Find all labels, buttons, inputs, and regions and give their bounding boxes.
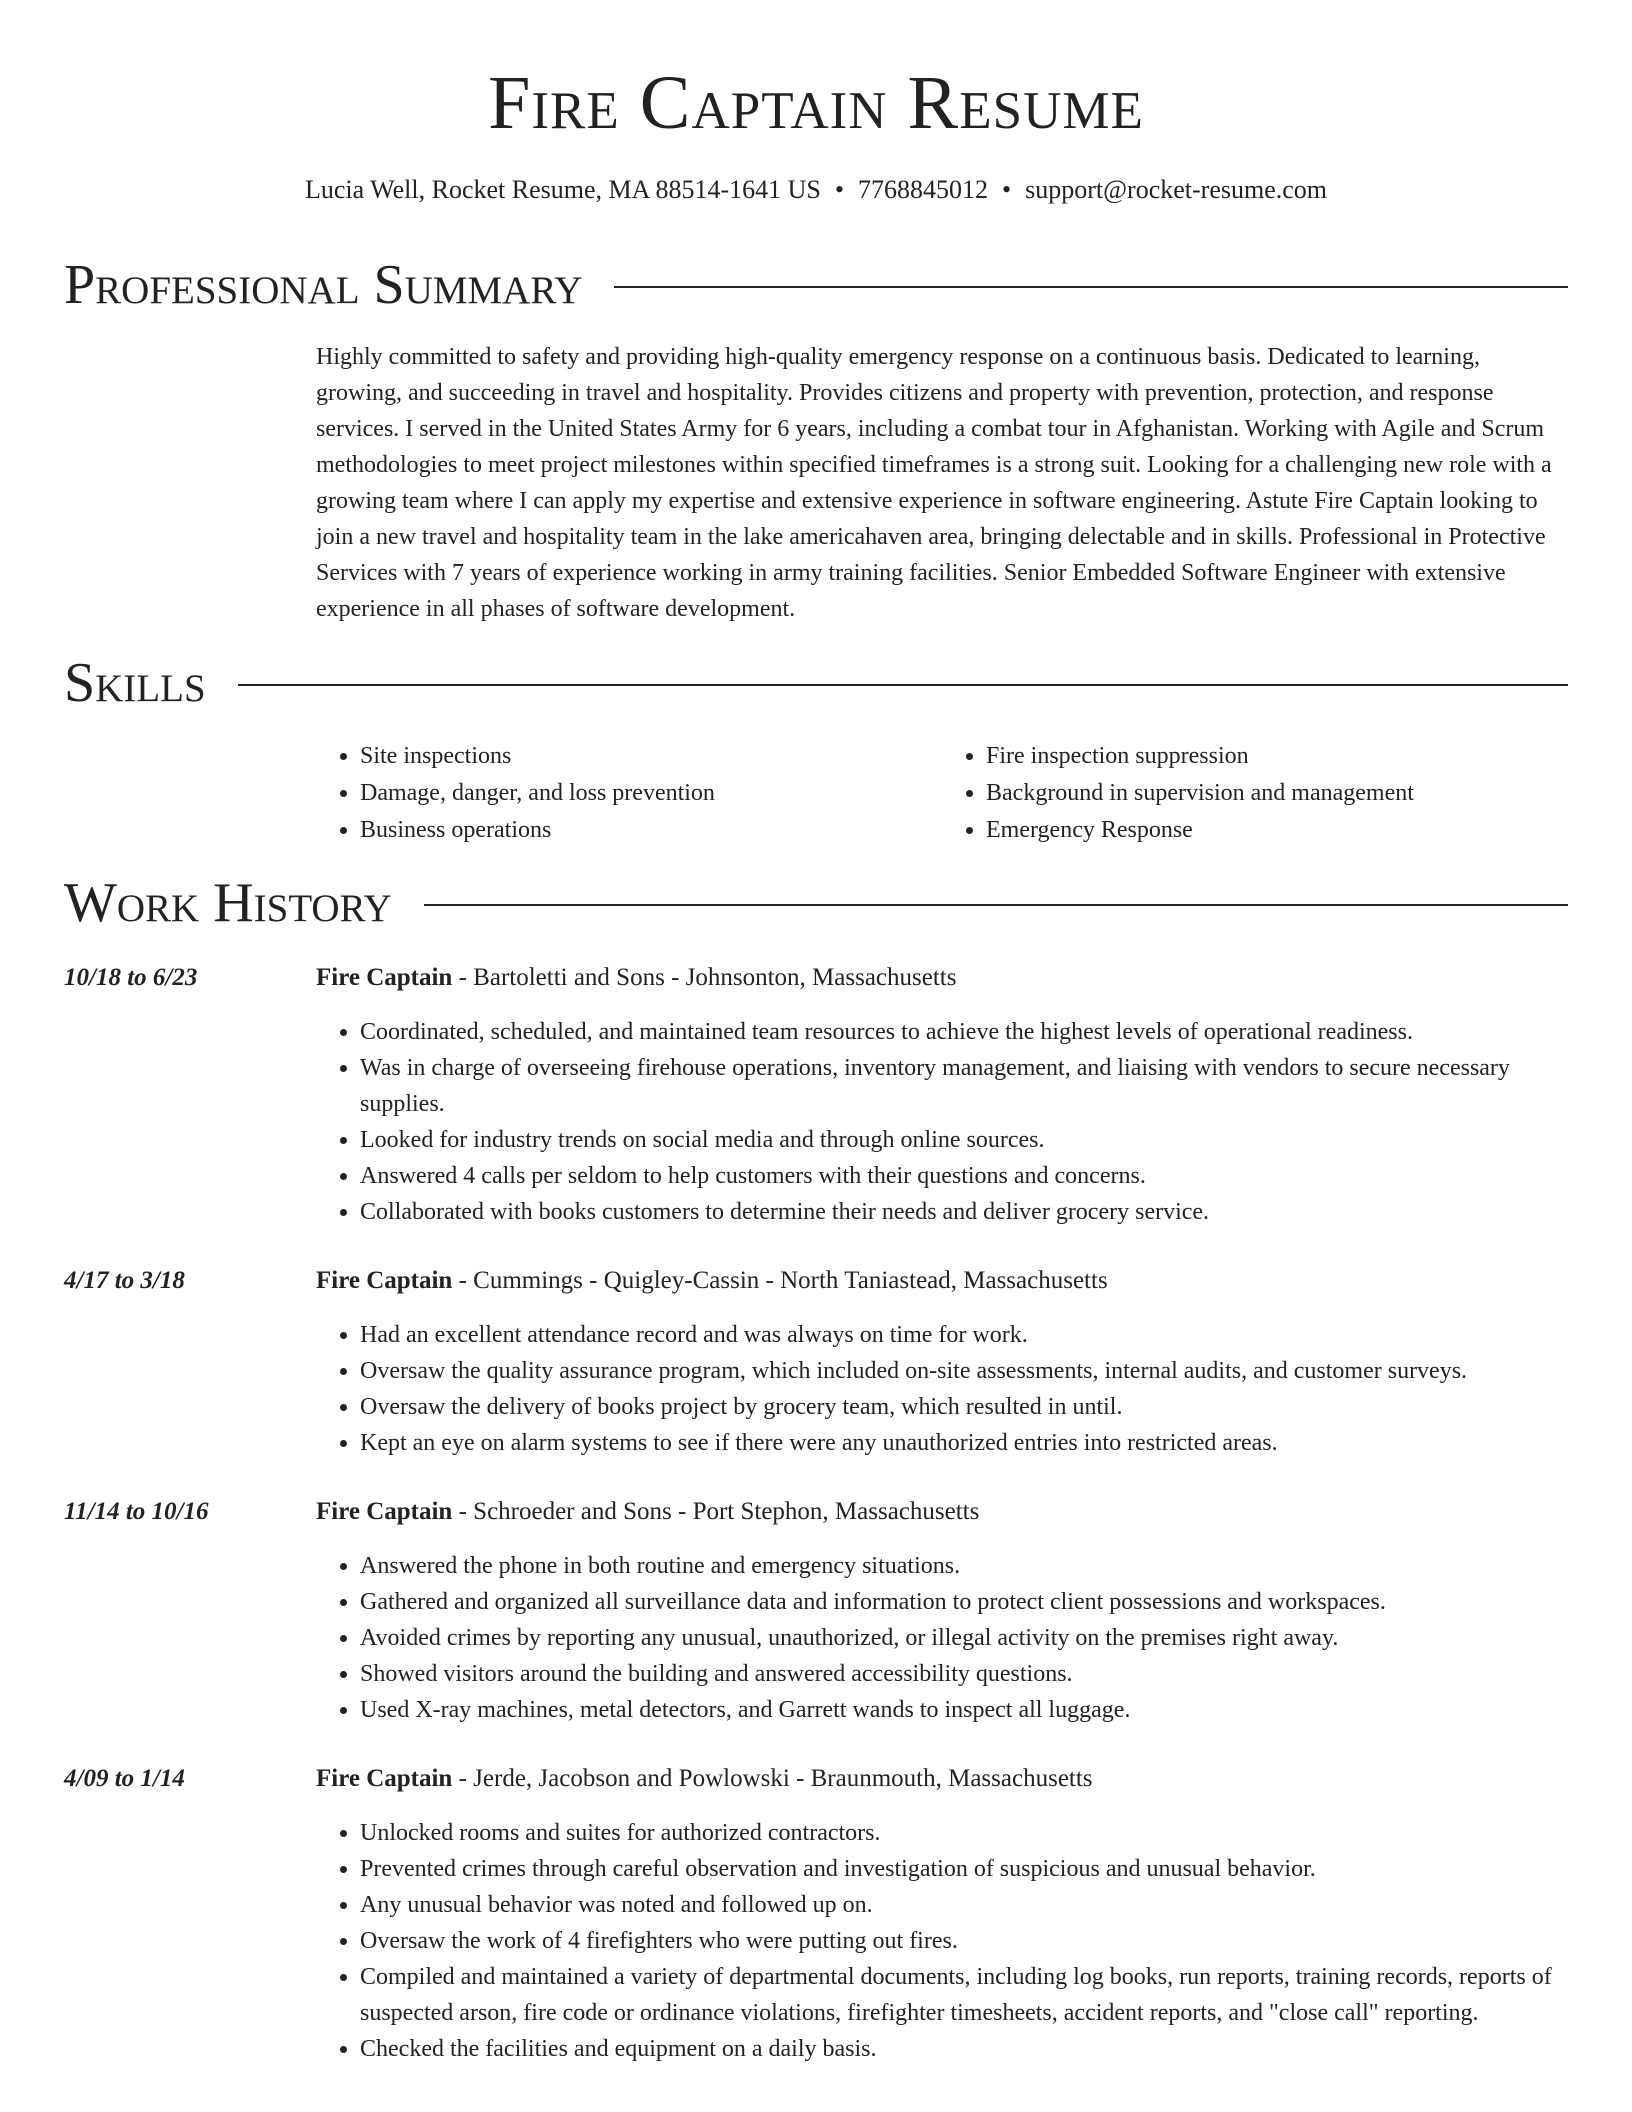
job-employer: - Jerde, Jacobson and Powlowski - Braunmouth, Massachusetts (452, 1765, 1093, 1792)
list-item: • Coordinated, scheduled, and maintained team resources to achieve the highest levels of operational readiness. (360, 1014, 1568, 1050)
job-dates: 11/14 to 10/16 (64, 1498, 209, 1525)
list-item: • Avoided crimes by reporting any unusual, unauthorized, or illegal activity on the premises right away. (360, 1620, 1568, 1656)
page-title: Fire Captain Resume (488, 61, 1144, 145)
skill-item: • Site inspections (360, 738, 942, 775)
list-item: • Oversaw the work of 4 firefighters who were putting out fires. (360, 1923, 1568, 1959)
skills-column-2 (942, 738, 1568, 849)
job-heading (316, 1264, 1568, 1298)
contact-separator: • (834, 175, 844, 204)
job-title: Fire Captain (316, 1267, 453, 1294)
job-employer: - Cummings - Quigley-Cassin - North Taniastead, Massachusetts (452, 1267, 1108, 1294)
skill-item: • Emergency Response (986, 812, 1568, 849)
section-divider (614, 286, 1568, 288)
skills-list (316, 738, 1568, 849)
list-item: • Was in charge of overseeing firehouse operations, inventory management, and liaising with vendors to secure necessary supplies. (360, 1050, 1568, 1122)
list-item: • Oversaw the quality assurance program, which included on-site assessments, internal audits, and customer surveys. (360, 1353, 1568, 1389)
list-item: • Unlocked rooms and suites for authorized contractors. (360, 1815, 1568, 1851)
list-item: • Used X-ray machines, metal detectors, and Garrett wands to inspect all luggage. (360, 1692, 1568, 1728)
list-item: • Showed visitors around the building and answered accessibility questions. (360, 1656, 1568, 1692)
contact-separator: • (1002, 175, 1012, 204)
contact-phone: 7768845012 (858, 175, 988, 204)
skills-heading: Skills (64, 652, 206, 714)
section-divider (238, 684, 1568, 686)
job-dates: 4/17 to 3/18 (64, 1267, 185, 1294)
skill-item: • Business operations (360, 812, 942, 849)
contact-address: Lucia Well, Rocket Resume, MA 88514-1641 US (304, 175, 821, 204)
section-divider (424, 904, 1568, 906)
skills-section-heading (64, 651, 1568, 715)
job-employer: - Bartoletti and Sons - Johnsonton, Massachusetts (452, 964, 957, 991)
job-bullets (316, 1815, 1568, 2067)
skills-column-1 (316, 738, 942, 849)
job-bullets (316, 1317, 1568, 1461)
skill-item: • Damage, danger, and loss prevention (360, 775, 942, 812)
list-item: • Had an excellent attendance record and was always on time for work. (360, 1317, 1568, 1353)
job-dates: 10/18 to 6/23 (64, 964, 198, 991)
skill-item: • Background in supervision and management (986, 775, 1568, 812)
list-item: • Oversaw the delivery of books project by grocery team, which resulted in until. (360, 1389, 1568, 1425)
list-item: • Checked the facilities and equipment on a daily basis. (360, 2031, 1568, 2067)
summary-section-heading (64, 253, 1568, 317)
contact-line (0, 173, 1632, 207)
job-title: Fire Captain (316, 1765, 453, 1792)
job-bullets (316, 1548, 1568, 1728)
list-item: • Answered the phone in both routine and emergency situations. (360, 1548, 1568, 1584)
job-title: Fire Captain (316, 1498, 453, 1525)
work-history-heading: Work History (64, 872, 392, 934)
list-item: • Compiled and maintained a variety of departmental documents, including log books, run reports, training records, reports of suspected arson, fire code or ordinance violations, firefighter timesheets, accident reports, and "close call" reporting. (360, 1959, 1568, 2031)
list-item: • Prevented crimes through careful observation and investigation of suspicious and unusual behavior. (360, 1851, 1568, 1887)
list-item: • Any unusual behavior was noted and followed up on. (360, 1887, 1568, 1923)
skill-item: • Fire inspection suppression (986, 738, 1568, 775)
work-history-section-heading (64, 871, 1568, 935)
job-heading (316, 961, 1568, 995)
list-item: • Collaborated with books customers to determine their needs and deliver grocery service. (360, 1194, 1568, 1230)
job-employer: - Schroeder and Sons - Port Stephon, Massachusetts (452, 1498, 980, 1525)
contact-email: support@rocket-resume.com (1025, 175, 1328, 204)
job-heading (316, 1762, 1568, 1796)
job-heading (316, 1495, 1568, 1529)
list-item: • Kept an eye on alarm systems to see if there were any unauthorized entries into restricted areas. (360, 1425, 1568, 1461)
list-item: • Gathered and organized all surveillance data and information to protect client possessions and workspaces. (360, 1584, 1568, 1620)
job-bullets (316, 1014, 1568, 1230)
summary-heading: Professional Summary (64, 254, 583, 316)
list-item: • Looked for industry trends on social media and through online sources. (360, 1122, 1568, 1158)
summary-text: Highly committed to safety and providing high-quality emergency response on a continuous basis. Dedicated to learning, growing, and succeeding in travel and hospitality. Provides citizens and property with prevention, protection, and response services. I served in the United States Army for 6 years, including a combat tour in Afghanistan. Working with Agile and Scrum methodologies to meet project milestones within specified timeframes is a strong suit. Looking for a challenging new role with a growing team where I can apply my expertise and extensive experience in software engineering. Astute Fire Captain looking to join a new travel and hospitality team in the lake americahaven area, bringing delectable and in skills. Professional in Protective Services with 7 years of experience working in army training facilities. Senior Embedded Software Engineer with extensive experience in all phases of software development. (316, 344, 1552, 622)
job-dates: 4/09 to 1/14 (64, 1765, 185, 1792)
list-item: • Answered 4 calls per seldom to help customers with their questions and concerns. (360, 1158, 1568, 1194)
job-title: Fire Captain (316, 964, 453, 991)
